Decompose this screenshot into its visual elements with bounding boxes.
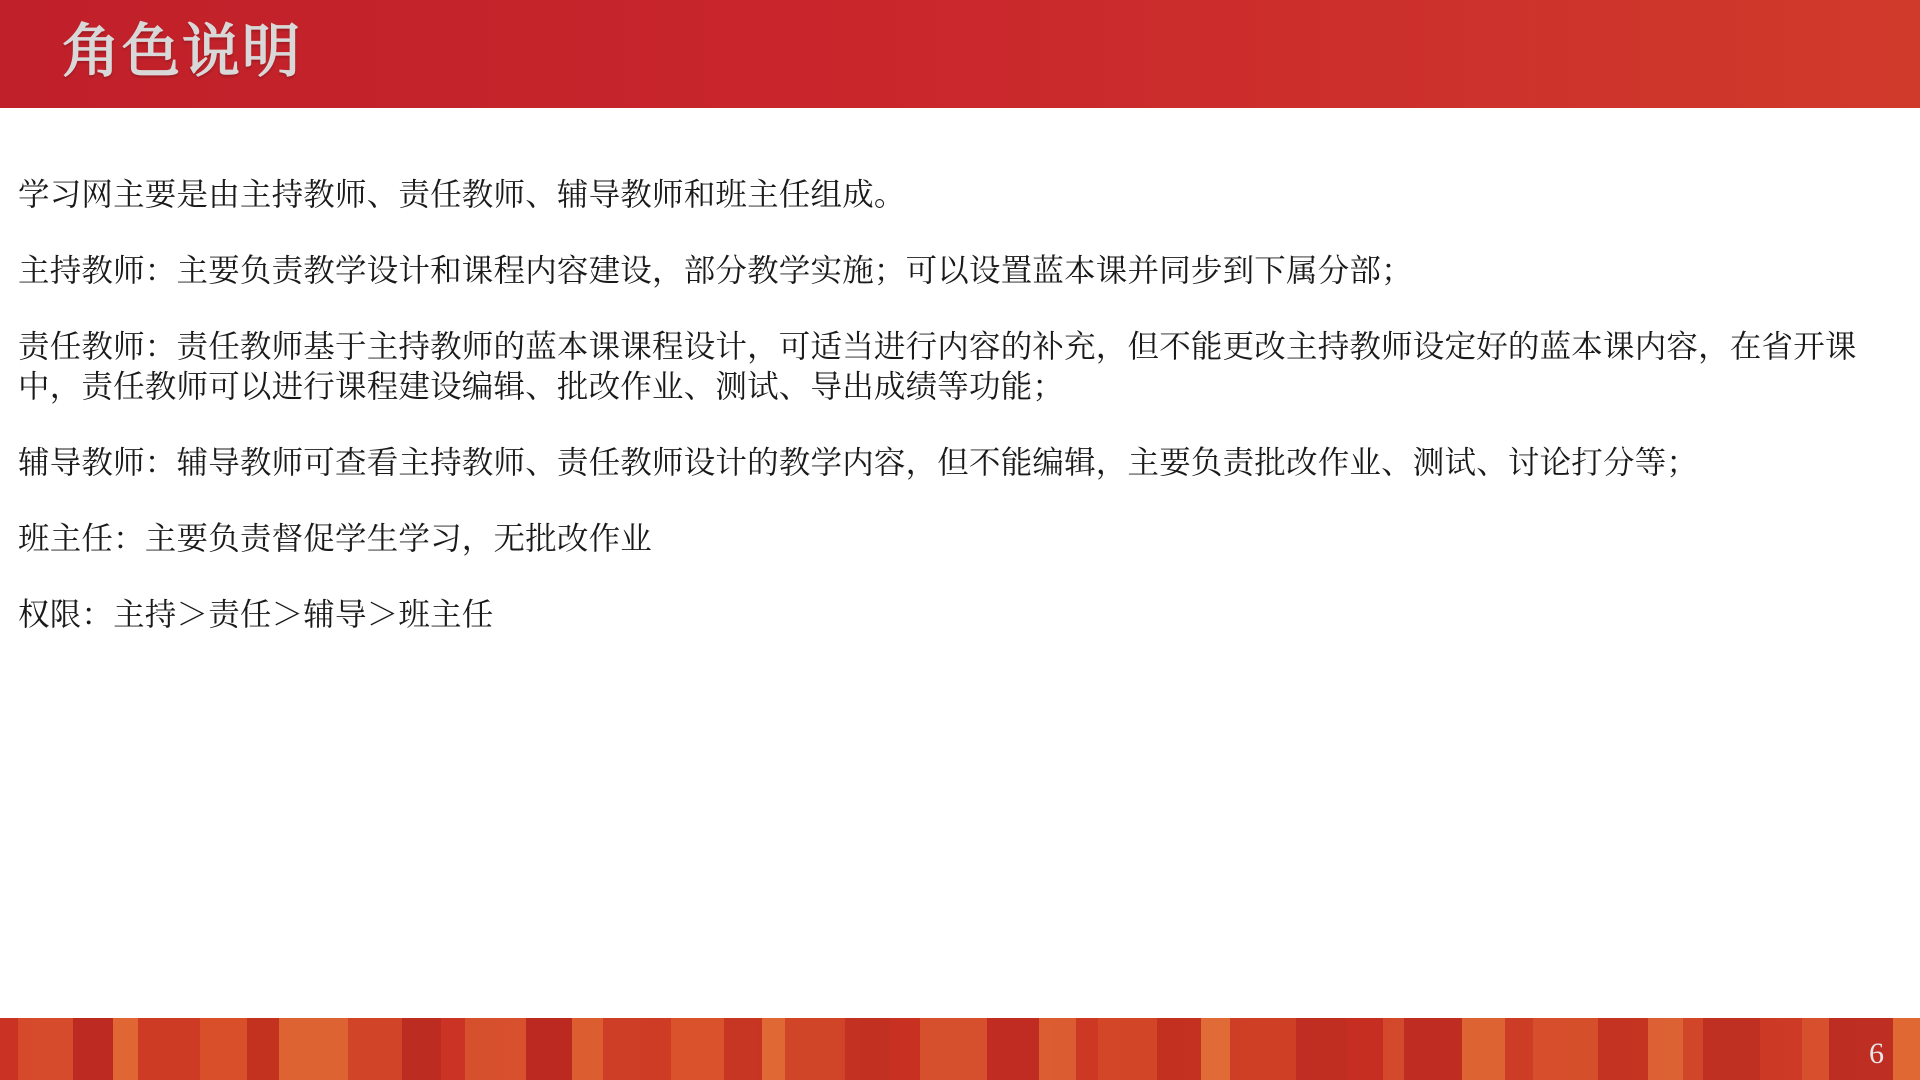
body-paragraph-5: 班主任：主要负责督促学生学习，无批改作业 xyxy=(18,520,653,556)
body-paragraph-2: 主持教师：主要负责教学设计和课程内容建设，部分教学实施；可以设置蓝本课并同步到下属分部； xyxy=(18,252,1413,288)
body-paragraph-4: 辅导教师：辅导教师可查看主持教师、责任教师设计的教学内容，但不能编辑，主要负责批改作业、测试、讨论打分等； xyxy=(18,444,1699,480)
page-number: 6 xyxy=(1869,1037,1884,1070)
body-paragraph-1: 学习网主要是由主持教师、责任教师、辅导教师和班主任组成。 xyxy=(18,176,906,212)
footer-bar-pattern xyxy=(0,1018,1920,1080)
body-paragraph-6: 权限：主持＞责任＞辅导＞班主任 xyxy=(18,596,494,632)
slide-header-band xyxy=(0,0,1920,108)
page-title: 角色说明 xyxy=(62,19,303,84)
body-paragraph-3: 责任教师：责任教师基于主持教师的蓝本课课程设计，可适当进行内容的补充，但不能更改主持教师设定好的蓝本课内容，在省开课中，责任教师可以进行课程建设编辑、批改作业、测试、导出成绩等功能； xyxy=(18,328,1857,404)
slide-footer-band xyxy=(0,1018,1920,1080)
slide-body xyxy=(0,108,1920,1020)
